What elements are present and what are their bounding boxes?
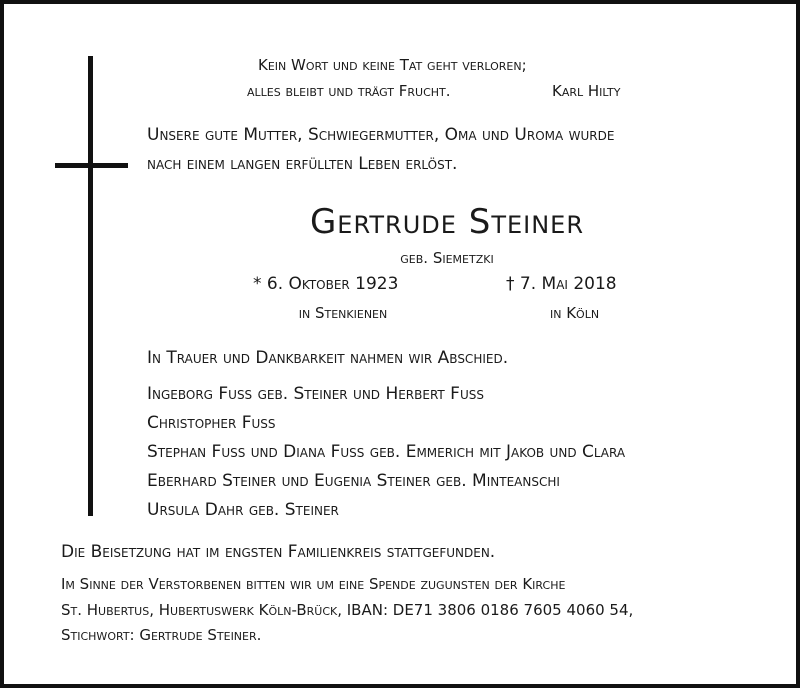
mourner-line: Christopher Fuss — [147, 413, 276, 433]
death-place: in Köln — [549, 304, 600, 322]
quote-line-2: alles bleibt und trägt Frucht. — [247, 82, 451, 100]
donation-line-2: St. Hubertus, Hubertuswerk Köln-Brück, IBAN: DE71 3806 0186 7605 4060 54, — [61, 601, 634, 619]
donation-line-1: Im Sinne der Verstorbenen bitten wir um eine Spende zugunsten der Kirche — [61, 575, 566, 593]
birth-date: * 6. Oktober 1923 — [253, 274, 399, 294]
mourning-statement: In Trauer und Dankbarkeit nahmen wir Abschied. — [147, 348, 509, 368]
deceased-birth-name: geb. Siemetzki — [400, 249, 494, 267]
death-date: † 7. Mai 2018 — [506, 274, 617, 294]
mourner-line: Stephan Fuss und Diana Fuss geb. Emmerich mit Jakob und Clara — [147, 442, 626, 462]
mourner-line: Ursula Dahr geb. Steiner — [147, 500, 339, 520]
intro-line-2: nach einem langen erfüllten Leben erlöst. — [147, 154, 458, 174]
quote-line-1: Kein Wort und keine Tat geht verloren; — [258, 56, 527, 74]
latin-cross-icon-crossbar — [55, 163, 128, 168]
mourner-line: Eberhard Steiner und Eugenia Steiner geb. Minteanschi — [147, 471, 560, 491]
mourners-list — [147, 380, 625, 525]
burial-note: Die Beisetzung hat im engsten Familienkreis stattgefunden. — [61, 542, 496, 562]
deceased-name: Gertrude Steiner — [309, 202, 585, 242]
birth-place: in Stenkienen — [298, 304, 388, 322]
mourner-line: Ingeborg Fuss geb. Steiner und Herbert Fuss — [147, 384, 484, 404]
quote-author: Karl Hilty — [552, 82, 621, 100]
intro-line-1: Unsere gute Mutter, Schwiegermutter, Oma und Uroma wurde — [147, 125, 615, 145]
latin-cross-icon — [88, 56, 93, 516]
donation-line-3: Stichwort: Gertrude Steiner. — [61, 626, 262, 644]
